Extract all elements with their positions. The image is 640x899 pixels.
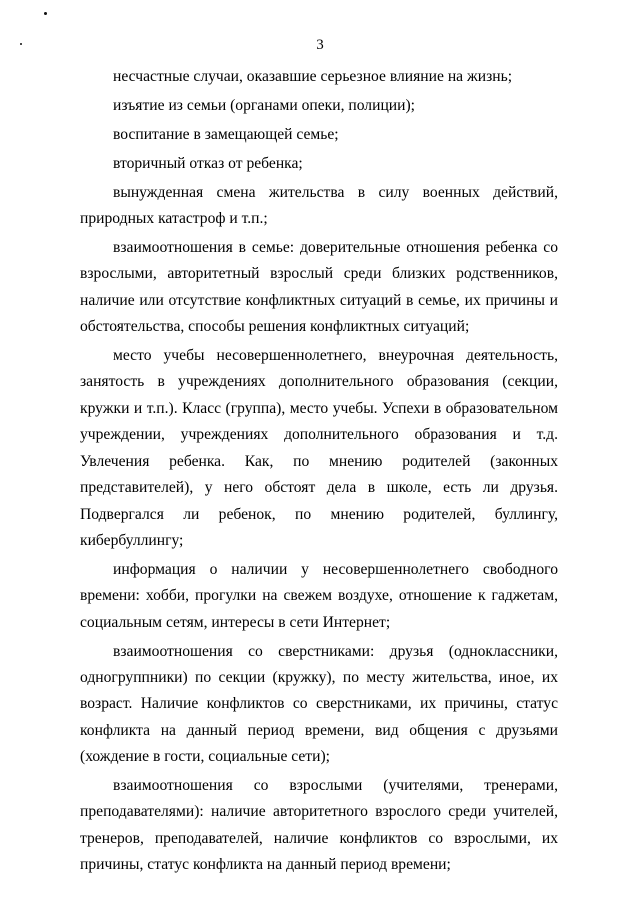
paragraph: место учебы несовершеннолетнего, внеурочная деятельность, занятость в учреждениях дополнительного образования (секции, кружки и т.п.). Класс (группа), место учебы. Успехи в образовательном учреждении, учреждениях дополнительного образования и т.д. Увлечения ребенка. Как, по мнению родителей (законных представителей), у него обстоят дела в школе, есть ли друзья. Подвергался ли ребенок, по мнению родителей, буллингу, кибербуллингу; xyxy=(80,347,558,549)
paragraph: изъятие из семьи (органами опеки, полиции); xyxy=(113,96,415,114)
scan-speck xyxy=(44,12,47,15)
page-number: 3 xyxy=(316,37,324,53)
paragraph: информация о наличии у несовершеннолетнего свободного времени: хобби, прогулки на свежем воздухе, отношение к гаджетам, социальным сетям, интересы в сети Интернет; xyxy=(80,560,558,631)
paragraph: взаимоотношения со взрослыми (учителями, тренерами, преподавателями): наличие авторитетного взрослого среди учителей, тренеров, преподавателей, наличие конфликтов со взрослыми, их причины, статус конфликта на данный период времени; xyxy=(80,777,558,874)
document-body xyxy=(80,64,558,879)
paragraph: взаимоотношения в семье: доверительные отношения ребенка со взрослыми, авторитетный взрослый среди близких родственников, наличие или отсутствие конфликтных ситуаций в семье, их причины и обстоятельства, способы решения конфликтных ситуаций; xyxy=(80,238,558,336)
paragraph: воспитание в замещающей семье; xyxy=(113,125,339,143)
paragraph: несчастные случаи, оказавшие серьезное влияние на жизнь; xyxy=(113,68,513,85)
paragraph: вторичный отказ от ребенка; xyxy=(113,154,303,172)
paragraph: вынужденная смена жительства в силу военных действий, природных катастроф и т.п.; xyxy=(80,183,558,228)
paragraph: взаимоотношения со сверстниками: друзья (одноклассники, одногруппники) по секции (кружку), по месту жительства, иное, их возраст. Наличие конфликтов со сверстниками, их причины, статус конфликта на данный период времени, вид общения с друзьями (хождение в гости, социальные сети); xyxy=(80,642,558,766)
